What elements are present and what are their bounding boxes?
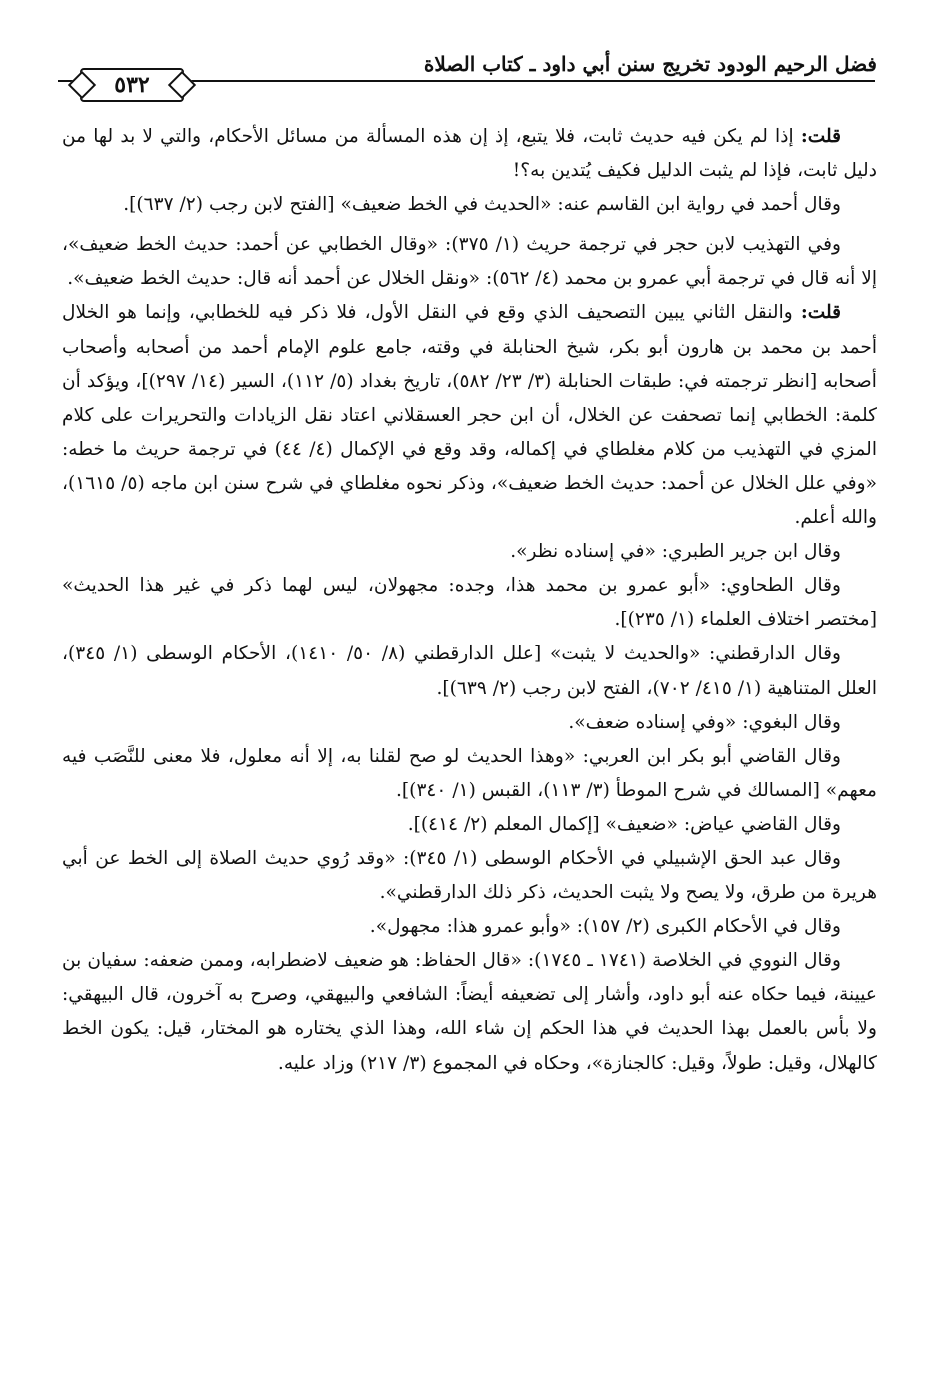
paragraph <box>62 842 877 910</box>
paragraph-text: وقال في الأحكام الكبرى (٢/ ١٥٧): «وأبو عمرو هذا: مجهول». <box>369 916 841 938</box>
paragraph-lead: قلت: <box>800 126 841 147</box>
paragraph-lead: قلت: <box>800 302 841 324</box>
paragraph-text: وقال البغوي: «وفي إسناده ضعف». <box>568 711 841 733</box>
paragraph-text: وقال ابن جرير الطبري: «في إسناده نظر». <box>510 541 841 563</box>
paragraph-text: إذا لم يكن فيه حديث ثابت، فلا يتبع، إذ إن هذه المسألة من مسائل الأحكام، والتي لا بد لها من دليل ثابت، فإذا لم يثبت الدليل فكيف يُتدين به؟! <box>62 126 877 182</box>
paragraph-text: وقال النووي في الخلاصة (١٧٤١ ـ ١٧٤٥): «قال الحفاظ: هو ضعيف لاضطرابه، وممن ضعفه: سفيان بن عيينة، فيما حكاه عنه أبو داود، وأشار إلى تضعيفه أيضاً: الشافعي والبيهقي، وصرح به آخرون، قال البيهقي: ولا بأس بالعمل بهذا الحديث في هذا الحكم إن شاء الله، وهذا الذي يختاره هو المختار، قيل: يكون الخط كالهلال، وقيل: طولاً، وقيل: كالجنازة»، وحكاه في المجموع (٣/ ٢١٧) وزاد عليه. <box>62 950 877 1074</box>
paragraph-text: والنقل الثاني يبين التصحيف الذي وقع في النقل الأول، فلا ذكر فيه للخطابي، وإنما هو الخلال أحمد بن محمد بن هارون أبو بكر، شيخ الحنابلة في وقته، جامع علوم الإمام أحمد من أصحابه وأصحاب أصحابه [انظر ترجمته في: طبقات الحنابلة (٣/ ٢٣/ ٥٨٢)، تاريخ بغداد (٥/ ١١٢)، السير (١٤/ ٢٩٧)]، ويؤكد أن كلمة: الخطابي إنما تصحفت عن الخلال، أن ابن حجر العسقلاني اعتاد نقل الزيادات والتحريرات على كلام المزي في التهذيب من كلام مغلطاي في إكماله، وقد وقع في الإكمال (٤/ ٤٤) في ترجمة حريث ما خطه: «وفي علل الخلال عن أحمد: حديث الخط ضعيف»، وذكر نحوه مغلطاي في شرح سنن ابن ماجه (٥/ ١٦١٥)، والله أعلم. <box>62 302 877 529</box>
paragraph-text: وقال الطحاوي: «أبو عمرو بن محمد هذا، وجده: مجهولان، ليس لهما ذكر في غير هذا الحديث» [مختصر اختلاف العلماء (١/ ٢٣٥)]. <box>62 575 877 631</box>
paragraph <box>62 569 877 637</box>
paragraph <box>62 637 877 705</box>
paragraph <box>62 120 877 188</box>
paragraph-text: وقال القاضي أبو بكر ابن العربي: «وهذا الحديث لو صح لقلنا به، إلا أنه معلول، فلا معنى للنَّصَب فيه معهم» [المسالك في شرح الموطأ (٣/ ١١٣)، القبس (١/ ٣٤٠)]. <box>62 745 877 801</box>
paragraph-text: وفي التهذيب لابن حجر في ترجمة حريث (١/ ٣٧٥): «وقال الخطابي عن أحمد: حديث الخط ضعيف»، إلا أنه قال في ترجمة أبي عمرو بن محمد (٤/ ٥٦٢): «ونقل الخلال عن أحمد أنه قال: حديث الخط ضعيف». <box>62 234 877 290</box>
paragraph-text: وقال عبد الحق الإشبيلي في الأحكام الوسطى (١/ ٣٤٥): «وقد رُوي حديث الصلاة إلى الخط عن أبي هريرة من طرق، ولا يصح ولا يثبت الحديث، ذكر ذلك الدارقطني». <box>62 847 877 904</box>
page-body <box>62 120 877 1081</box>
paragraph <box>62 740 877 808</box>
paragraph <box>62 706 877 740</box>
paragraph-text: وقال أحمد في رواية ابن القاسم عنه: «الحديث في الخط ضعيف» [الفتح لابن رجب (٢/ ٦٣٧)]. <box>123 194 841 216</box>
paragraph-text: وقال الدارقطني: «والحديث لا يثبت» [علل الدارقطني (٨/ ٥٠/ ١٤١٠)، الأحكام الوسطى (١/ ٣٤٥)، العلل المتناهية (١/ ٤١٥/ ٧٠٢)، الفتح لابن رجب (٢/ ٦٣٩)]. <box>62 643 877 699</box>
page-number-ornament <box>76 62 184 102</box>
paragraph-text: وقال القاضي عياض: «ضعيف» [إكمال المعلم (٢/ ٤١٤)]. <box>407 813 841 835</box>
paragraph <box>62 944 877 1080</box>
page-number: ٥٣٢ <box>114 72 150 98</box>
paragraph <box>62 535 877 569</box>
paragraph <box>62 296 877 535</box>
paragraph <box>62 228 877 296</box>
paragraph <box>62 808 877 842</box>
page-number-frame <box>80 68 184 102</box>
paragraph <box>62 910 877 944</box>
paragraph <box>62 188 877 222</box>
book-title: فضل الرحيم الودود تخريج سنن أبي داود ـ كتاب الصلاة <box>423 52 877 76</box>
